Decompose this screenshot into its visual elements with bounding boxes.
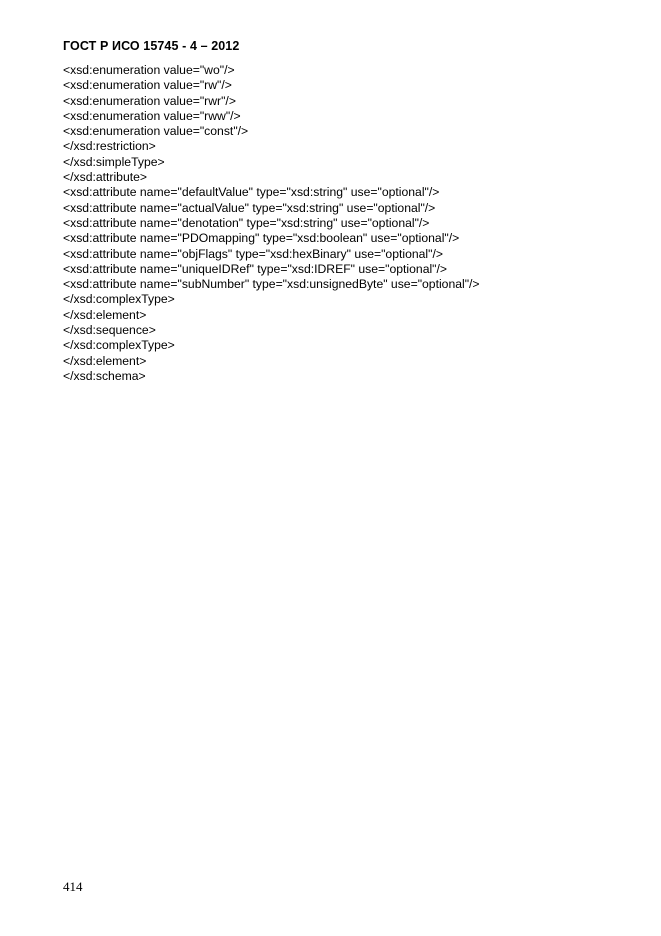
code-line: <xsd:attribute name="objFlags" type="xsd:hexBinary" use="optional"/> — [63, 246, 443, 261]
code-line: <xsd:enumeration value="rww"/> — [63, 108, 241, 123]
code-line: <xsd:enumeration value="rw"/> — [63, 78, 232, 93]
xsd-code-block — [63, 63, 480, 384]
code-line: <xsd:enumeration value="wo"/> — [63, 63, 235, 77]
code-line: <xsd:attribute name="defaultValue" type="xsd:string" use="optional"/> — [63, 185, 440, 200]
code-line: </xsd:attribute> — [63, 170, 148, 185]
code-line: <xsd:attribute name="PDOmapping" type="xsd:boolean" use="optional"/> — [63, 231, 460, 246]
code-line: <xsd:attribute name="actualValue" type="xsd:string" use="optional"/> — [63, 200, 436, 215]
code-line: </xsd:complexType> — [63, 338, 175, 353]
code-line: </xsd:simpleType> — [63, 154, 165, 169]
code-line: <xsd:enumeration value="rwr"/> — [63, 93, 236, 108]
code-line: <xsd:attribute name="denotation" type="xsd:string" use="optional"/> — [63, 215, 430, 230]
code-line: <xsd:attribute name="uniqueIDRef" type="xsd:IDREF" use="optional"/> — [63, 261, 448, 276]
code-line: </xsd:schema> — [63, 368, 146, 383]
code-line: </xsd:element> — [63, 307, 147, 322]
code-line: </xsd:complexType> — [63, 292, 175, 307]
code-line: </xsd:restriction> — [63, 139, 156, 154]
code-line: </xsd:element> — [63, 353, 147, 368]
code-line: <xsd:attribute name="subNumber" type="xsd:unsignedByte" use="optional"/> — [63, 277, 480, 292]
page-number: 414 — [63, 879, 83, 894]
page-header-standard: ГОСТ Р ИСО 15745 - 4 – 2012 — [63, 39, 240, 53]
code-line: <xsd:enumeration value="const"/> — [63, 124, 249, 139]
code-line: </xsd:sequence> — [63, 323, 156, 338]
